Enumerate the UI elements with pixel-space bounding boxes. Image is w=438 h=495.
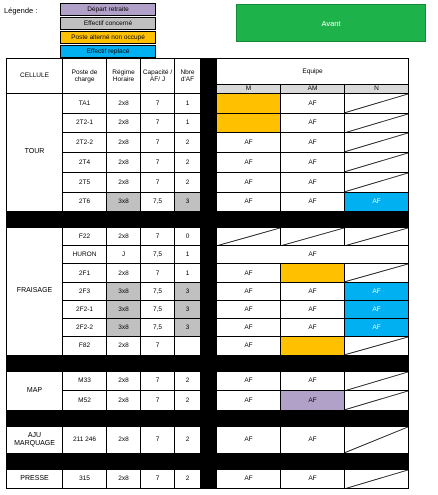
empty-slot-diagonal (345, 391, 409, 411)
header-capacite: Capacité / AF/ J (141, 59, 175, 94)
empty-slot-diagonal (345, 427, 409, 454)
poste-cell: TA1 (63, 94, 107, 114)
equipe-m-cell: AF (217, 391, 281, 411)
header-regime: Régime Horaire (107, 59, 141, 94)
poste-cell: 2T6 (63, 192, 107, 211)
poste-cell: M52 (63, 391, 107, 411)
nbre-cell: 2 (175, 153, 201, 173)
nbre-cell: 2 (175, 371, 201, 391)
capacite-cell: 7,5 (141, 300, 175, 318)
equipe-am-cell: AF (281, 113, 345, 133)
regime-cell: 2x8 (107, 227, 141, 246)
avant-banner: Avant (236, 4, 426, 42)
vertical-separator (201, 427, 217, 454)
staffing-table (6, 58, 409, 489)
vertical-separator (201, 59, 217, 94)
poste-cell: 2F3 (63, 282, 107, 300)
poste-cell: 2T2-1 (63, 113, 107, 133)
nbre-cell: 3 (175, 300, 201, 318)
regime-cell: J (107, 246, 141, 264)
regime-cell: 2x8 (107, 391, 141, 411)
poste-cell: 2F1 (63, 264, 107, 283)
equipe-am-cell: AF (281, 318, 345, 336)
header-am: AM (281, 85, 345, 94)
equipe-m-cell: AF (217, 133, 281, 153)
regime-cell: 2x8 (107, 469, 141, 489)
capacite-cell: 7 (141, 264, 175, 283)
nbre-cell: 2 (175, 469, 201, 489)
header-n: N (345, 85, 409, 94)
nbre-cell: 0 (175, 227, 201, 246)
cellule-aju-marquage: AJU MARQUAGE (7, 427, 63, 454)
capacite-cell: 7 (141, 227, 175, 246)
empty-slot-diagonal (281, 227, 345, 246)
equipe-am-cell (281, 264, 345, 283)
regime-cell: 2x8 (107, 427, 141, 454)
capacite-cell: 7 (141, 94, 175, 114)
equipe-m-cell: AF (217, 153, 281, 173)
capacite-cell: 7,5 (141, 246, 175, 264)
equipe-am-cell: AF (281, 391, 345, 411)
capacite-cell: 7,5 (141, 192, 175, 211)
legend-depart-retraite: Départ retraite (60, 3, 156, 16)
poste-cell: 2T5 (63, 172, 107, 192)
regime-cell: 2x8 (107, 172, 141, 192)
empty-slot-diagonal (217, 227, 281, 246)
equipe-am-cell: AF (281, 153, 345, 173)
regime-cell: 3x8 (107, 192, 141, 211)
vertical-separator (201, 371, 217, 410)
header-equipe: Equipe (217, 59, 409, 85)
legend-title: Légende : (4, 6, 38, 15)
empty-slot-diagonal (345, 469, 409, 489)
nbre-cell: 3 (175, 282, 201, 300)
equipe-am-cell: AF (281, 133, 345, 153)
cellule-map: MAP (7, 371, 63, 410)
equipe-am-cell: AF (281, 469, 345, 489)
cellule-tour: TOUR (7, 94, 63, 212)
poste-cell: 211 246 (63, 427, 107, 454)
empty-slot-diagonal (345, 227, 409, 246)
equipe-n-cell: AF (345, 318, 409, 336)
capacite-cell: 7 (141, 371, 175, 391)
capacite-cell: 7 (141, 336, 175, 355)
regime-cell: 2x8 (107, 133, 141, 153)
equipe-am-cell: AF (281, 371, 345, 391)
section-separator (7, 453, 409, 469)
capacite-cell: 7 (141, 172, 175, 192)
capacite-cell: 7 (141, 469, 175, 489)
equipe-am-cell (281, 336, 345, 355)
poste-cell: 2T4 (63, 153, 107, 173)
equipe-m-cell: AF (217, 192, 281, 211)
header-nbre: Nbre d'AF (175, 59, 201, 94)
capacite-cell: 7 (141, 133, 175, 153)
capacite-cell: 7 (141, 391, 175, 411)
capacite-cell: 7,5 (141, 318, 175, 336)
poste-cell: 315 (63, 469, 107, 489)
poste-cell: 2F2-2 (63, 318, 107, 336)
equipe-n-cell: AF (345, 300, 409, 318)
equipe-m-cell (217, 113, 281, 133)
equipe-am-cell: AF (281, 192, 345, 211)
equipe-n-cell: AF (345, 192, 409, 211)
regime-cell: 2x8 (107, 113, 141, 133)
header-cellule: CELLULE (7, 59, 63, 94)
vertical-separator (201, 94, 217, 212)
regime-cell: 2x8 (107, 336, 141, 355)
capacite-cell: 7 (141, 113, 175, 133)
nbre-cell: 3 (175, 318, 201, 336)
equipe-am-cell: AF (281, 94, 345, 114)
equipe-am-cell: AF (281, 282, 345, 300)
legend-poste-alterne: Poste alterné non occupé (60, 31, 156, 44)
legend-effectif-replace: Effectif replacé (60, 45, 156, 58)
section-separator (7, 355, 409, 371)
equipe-m-cell: AF (217, 300, 281, 318)
poste-cell: F22 (63, 227, 107, 246)
regime-cell: 2x8 (107, 94, 141, 114)
empty-slot-diagonal (345, 94, 409, 114)
equipe-m-cell: AF (217, 264, 281, 283)
poste-cell: HURON (63, 246, 107, 264)
poste-cell: F82 (63, 336, 107, 355)
cellule-fraisage: FRAISAGE (7, 227, 63, 355)
nbre-cell: 2 (175, 133, 201, 153)
regime-cell: 3x8 (107, 318, 141, 336)
section-separator (7, 211, 409, 227)
capacite-cell: 7 (141, 427, 175, 454)
nbre-cell: 3 (175, 192, 201, 211)
empty-slot-diagonal (345, 113, 409, 133)
nbre-cell: 1 (175, 113, 201, 133)
nbre-cell: 1 (175, 94, 201, 114)
nbre-cell (175, 336, 201, 355)
poste-cell: M33 (63, 371, 107, 391)
cellule-presse: PRESSE (7, 469, 63, 489)
nbre-cell: 1 (175, 264, 201, 283)
equipe-am-cell: AF (281, 300, 345, 318)
nbre-cell: 2 (175, 172, 201, 192)
capacite-cell: 7,5 (141, 282, 175, 300)
equipe-am-cell: AF (281, 427, 345, 454)
legend-effectif-concerne: Effectif concerné (60, 17, 156, 30)
equipe-am-cell: AF (281, 172, 345, 192)
empty-slot-diagonal (345, 133, 409, 153)
equipe-m-cell: AF (217, 282, 281, 300)
poste-cell: 2F2-1 (63, 300, 107, 318)
empty-slot-diagonal (345, 371, 409, 391)
equipe-m-cell (217, 94, 281, 114)
equipe-n-cell: AF (345, 282, 409, 300)
empty-slot-diagonal (345, 336, 409, 355)
regime-cell: 2x8 (107, 153, 141, 173)
equipe-m-cell: AF (217, 371, 281, 391)
capacite-cell: 7 (141, 153, 175, 173)
equipe-m-cell: AF (217, 427, 281, 454)
regime-cell: 2x8 (107, 371, 141, 391)
equipe-m-cell: AF (217, 469, 281, 489)
header-m: M (217, 85, 281, 94)
nbre-cell: 2 (175, 391, 201, 411)
regime-cell: 3x8 (107, 300, 141, 318)
regime-cell: 2x8 (107, 264, 141, 283)
vertical-separator (201, 227, 217, 355)
equipe-journee-cell: AF (217, 246, 409, 264)
nbre-cell: 1 (175, 246, 201, 264)
vertical-separator (201, 469, 217, 489)
equipe-m-cell: AF (217, 318, 281, 336)
section-separator (7, 411, 409, 427)
empty-slot-diagonal (345, 264, 409, 283)
regime-cell: 3x8 (107, 282, 141, 300)
empty-slot-diagonal (345, 153, 409, 173)
nbre-cell: 2 (175, 427, 201, 454)
header-poste: Poste de charge (63, 59, 107, 94)
equipe-m-cell: AF (217, 172, 281, 192)
equipe-m-cell: AF (217, 336, 281, 355)
empty-slot-diagonal (345, 172, 409, 192)
poste-cell: 2T2-2 (63, 133, 107, 153)
